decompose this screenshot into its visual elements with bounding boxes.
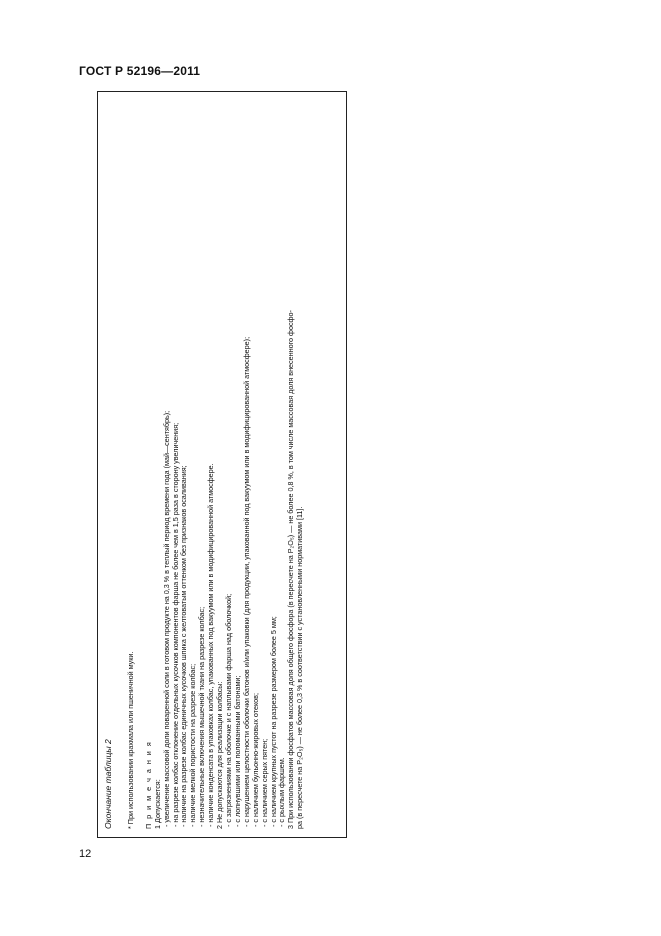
notes-heading: П р и м е ч а н и я: [143, 740, 153, 829]
note2-item: - с нарушением целостности оболочки батонов и/или упаковки (для продукции, упакованной под вакуумом или в модифицированной атмосфере);: [241, 336, 251, 827]
table-continuation-caption: Окончание таблицы 2: [103, 739, 113, 829]
note1-item: - на разрезе колбас отклонение отдельных кусочков компонентов фарша не более чем в 1,5 раза в сторону увеличения;: [170, 422, 180, 827]
footnote: * При использовании крахмала или пшеничной муки.: [125, 651, 135, 829]
note1-item: - увеличение массовой доли поваренной соли в готовом продукте на 0,3 % в теплый период времени года (май—сентябрь);: [161, 410, 171, 827]
note2-title: 2 Не допускаются для реализации колбасы:: [215, 681, 225, 829]
note1-item: - наличие мелкой пористости на разрезе колбас;: [188, 663, 198, 827]
note3-line: ра (в пересчете на P₂O₅) — не более 0,3 % в соответствии с установленными нормативами [11].: [295, 506, 305, 829]
note2-item: - с наличием бульонно-жировых отеков;: [250, 693, 260, 827]
page-number: 12: [79, 848, 92, 860]
note1-item: - наличие конденсата в упаковках колбас, упакованных под вакуумом или в модифицированной атмосфере.: [206, 463, 216, 827]
document-header: ГОСТ Р 52196—2011: [79, 64, 201, 78]
note2-item: - с наличием серых пятен;: [259, 738, 269, 827]
note3-line: 3 При использовании фосфатов массовая доля общего фосфора (в пересчете на P₂O₅) — не более 0,8 %, в том числе массовая доля внесенного фосфо-: [286, 310, 296, 829]
note1-item: - наличие на разрезе колбас единичных кусочков шпика с желтоватым оттенком без признаков осаливания;: [179, 465, 189, 827]
note2-item: - с наличием крупных пустот на разрезе размером более 5 мм;: [268, 616, 278, 827]
rotated-table-content: [98, 91, 347, 837]
note1-item: - незначительные включения мышечной ткани на разрезе колбас;: [197, 606, 207, 827]
note2-item: - с рыхлым фаршем.: [277, 757, 287, 827]
rotated-table-frame: [97, 91, 347, 838]
note2-item: - с загрязнениями на оболочке и с наплывами фарша над оболочкой;: [223, 593, 233, 827]
note2-item: - с лопнувшими или поломанными батонами;: [232, 675, 242, 827]
note1-title: 1 Допускается:: [152, 779, 162, 829]
